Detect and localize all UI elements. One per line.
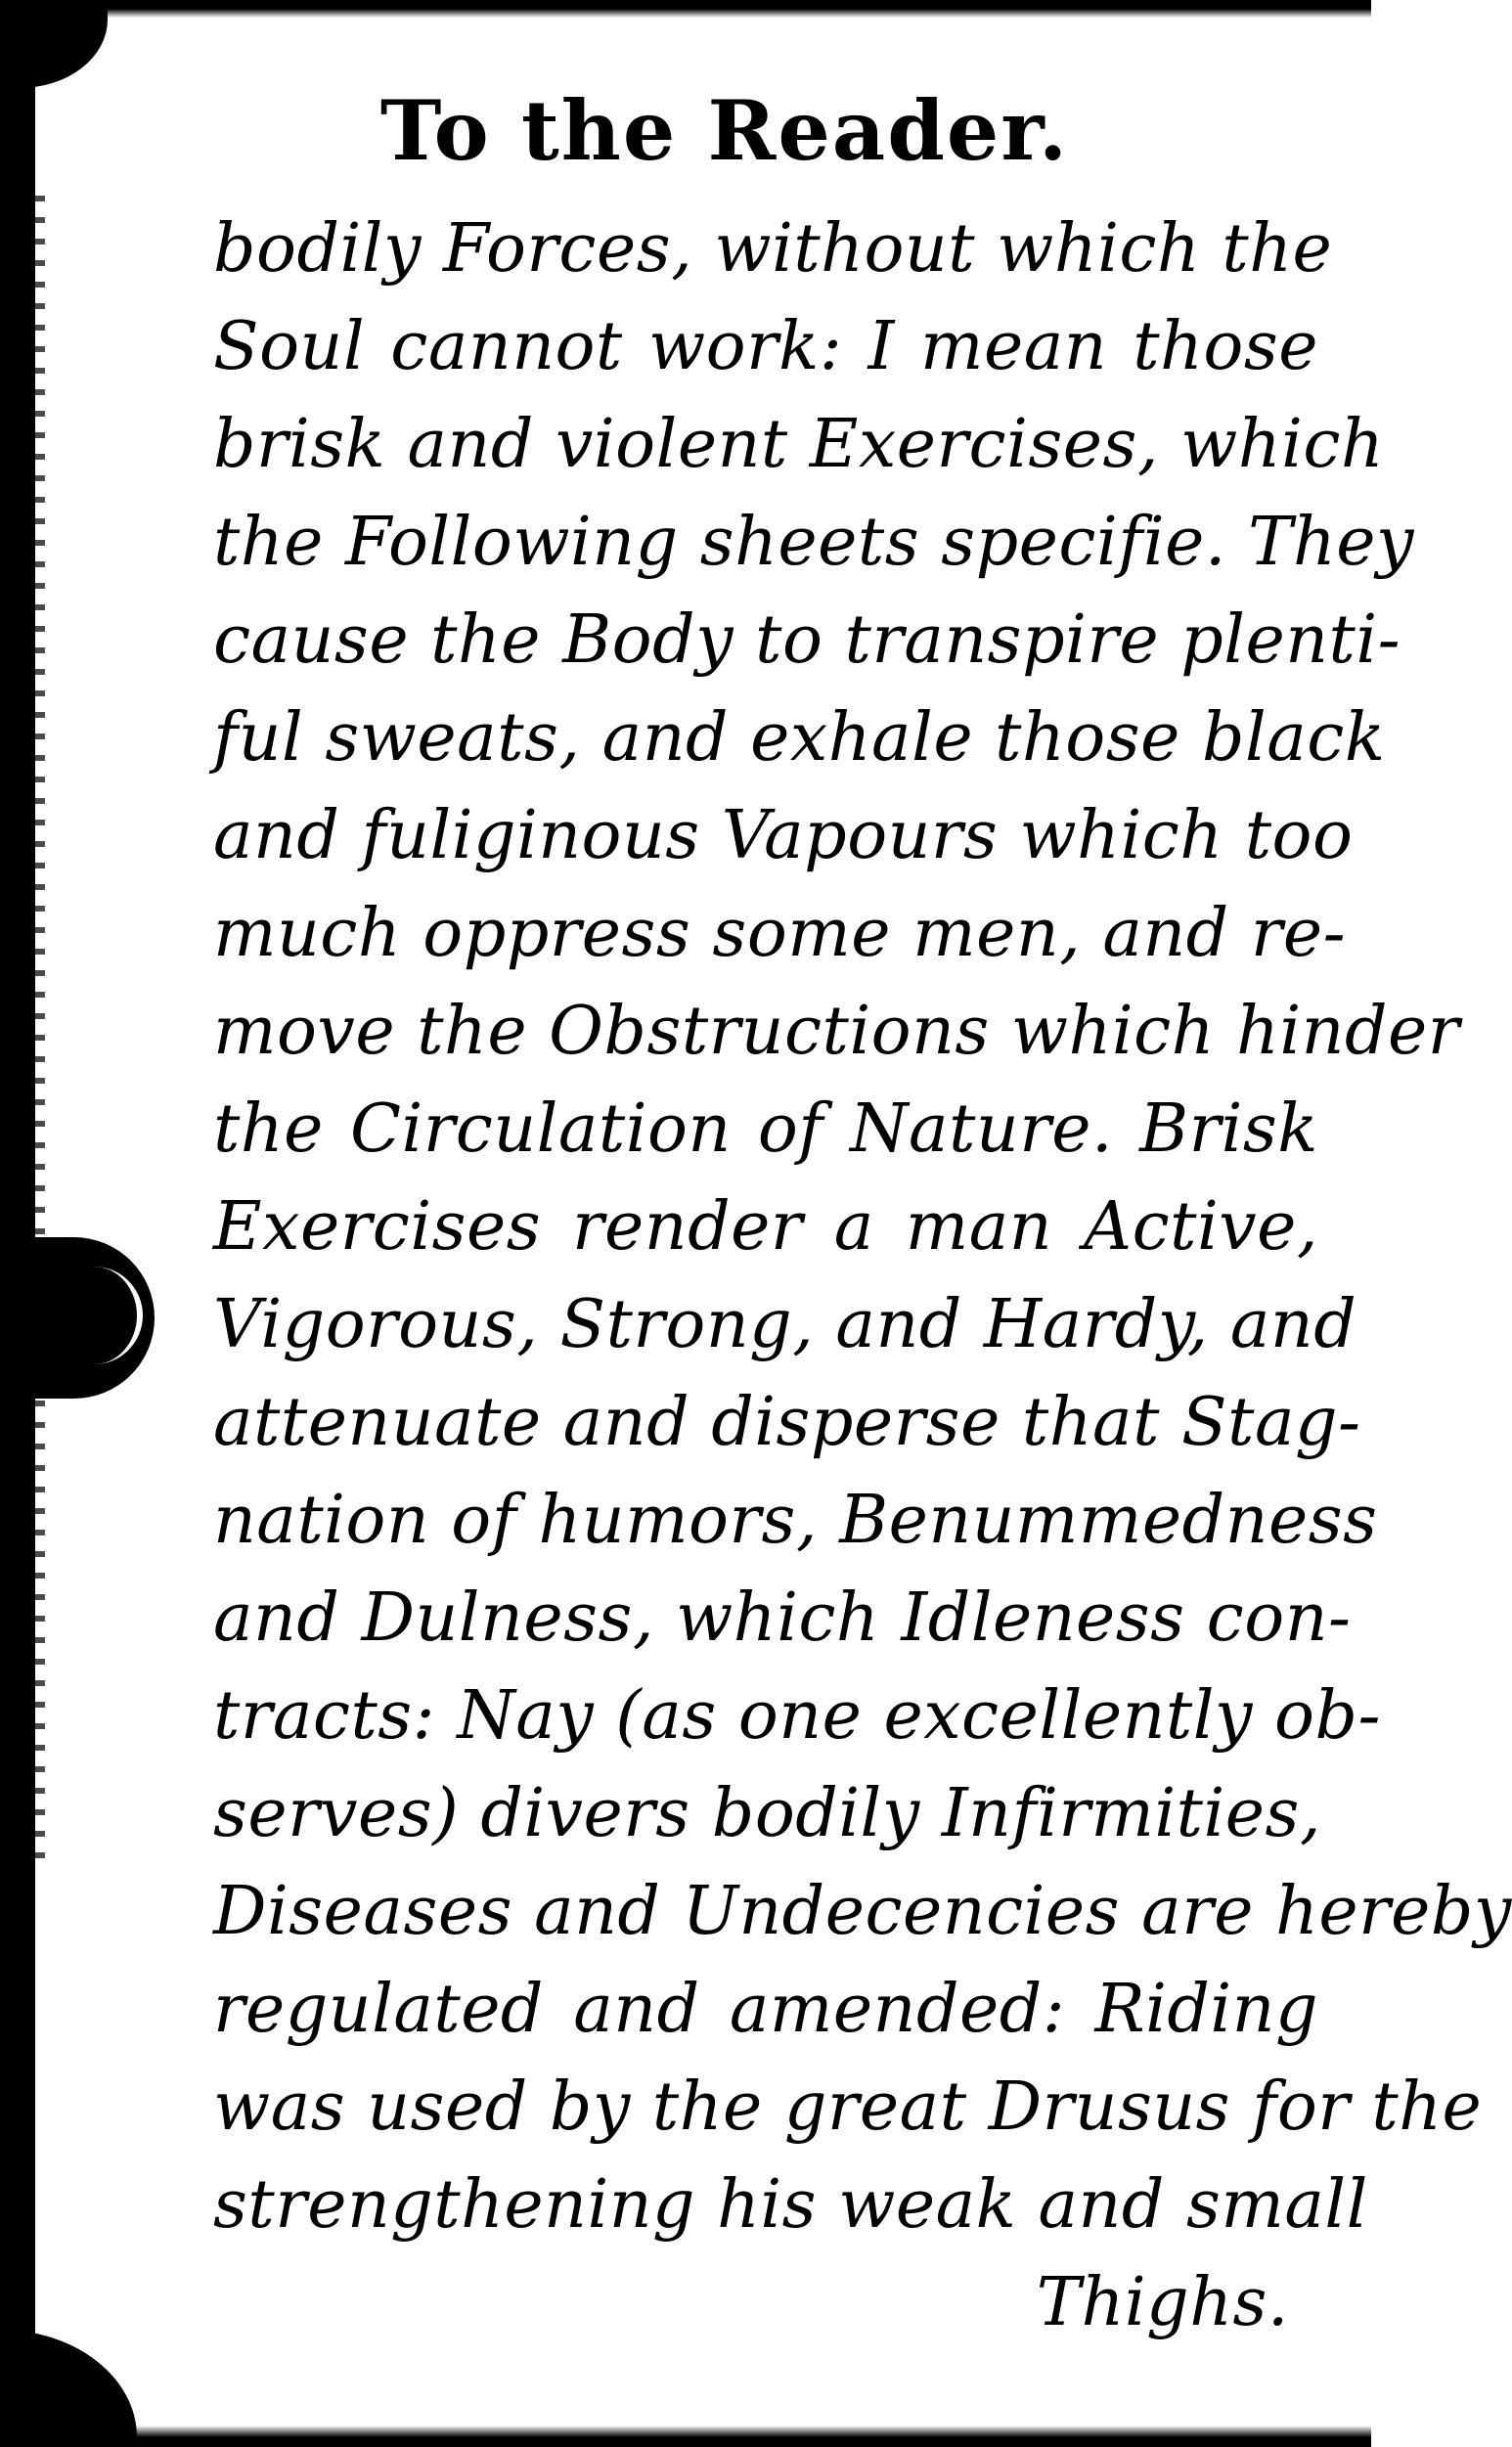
text-line: and Dulness, which Idleness con-: [213, 1579, 1352, 1657]
text-line: the Circulation of Nature. Brisk: [213, 1090, 1318, 1168]
text-line: attenuate and disperse that Stag-: [213, 1384, 1361, 1461]
text-line: regulated and amended: Riding: [213, 1971, 1318, 2048]
page-edge-shadow-top: [0, 0, 1371, 18]
page-corner-top-left: [0, 0, 108, 88]
text-line: much oppress some men, and re-: [213, 895, 1347, 972]
text-line: was used by the great Drusus for the: [213, 2069, 1483, 2146]
text-line: Exercises render a man Active,: [213, 1188, 1318, 1266]
text-line: serves) divers bodily Infirmities,: [213, 1775, 1321, 1852]
text-line: Soul cannot work: I mean those: [213, 308, 1318, 385]
body-text: [213, 200, 1512, 2352]
text-line: nation of humors, Benummedness: [213, 1482, 1378, 1559]
page-edge-shadow-left: [0, 0, 35, 2447]
text-line-final: Thighs.: [1036, 2264, 1289, 2341]
page-edge-shadow-bottom: [0, 2425, 1371, 2447]
text-line: cause the Body to transpire plenti-: [213, 601, 1401, 679]
text-line: ful sweats, and exhale those black: [213, 699, 1386, 777]
text-line: and fuliginous Vapours which too: [213, 797, 1354, 874]
page-edge-specks: [35, 196, 45, 1858]
text-line: bodily Forces, without which the: [213, 210, 1333, 288]
text-line: Vigorous, Strong, and Hardy, and: [213, 1286, 1357, 1363]
text-line: move the Obstructions which hinder: [213, 993, 1460, 1070]
page-heading: To the Reader.: [379, 82, 1070, 179]
text-line: strengthening his weak and small: [213, 2166, 1368, 2244]
text-line: tracts: Nay (as one excellently ob-: [213, 1677, 1381, 1755]
text-line: Diseases and Undecencies are hereby: [213, 1873, 1512, 1950]
text-line: the Following sheets specifie. They: [213, 504, 1414, 581]
page-corner-bottom-left: [0, 2330, 137, 2447]
text-line: brisk and violent Exercises, which: [213, 406, 1385, 483]
